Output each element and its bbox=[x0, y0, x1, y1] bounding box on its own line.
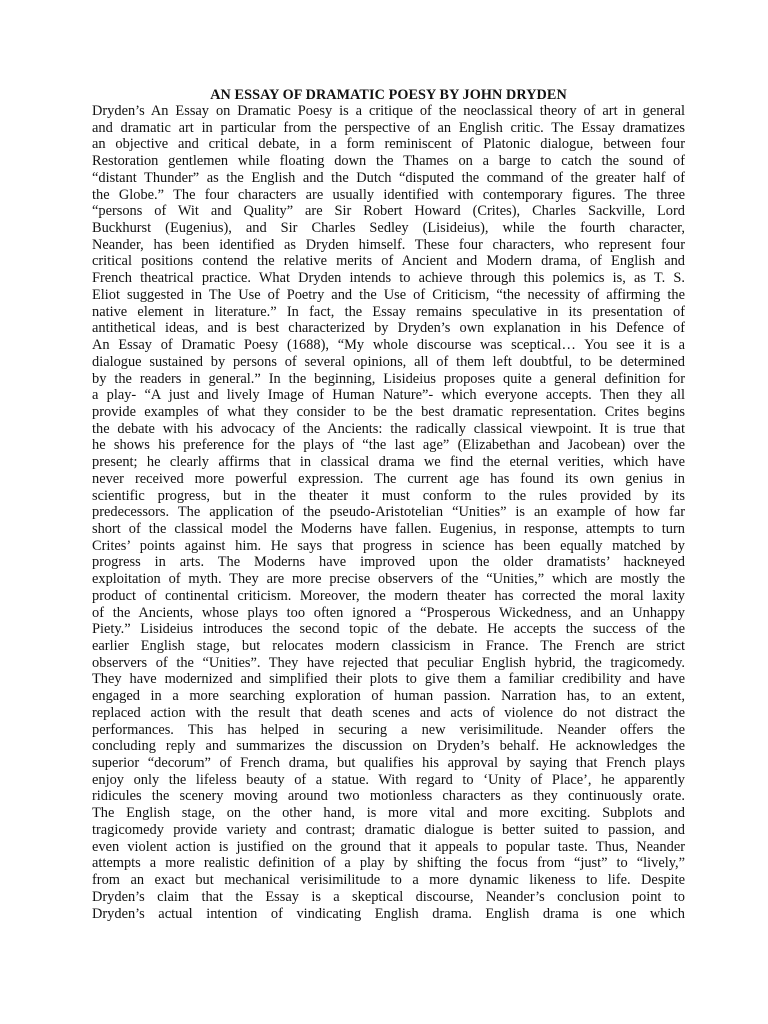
body-text-line: performances. This has helped in securing a new verisimilitude. Neander offers the bbox=[92, 721, 685, 738]
body-text-line: Restoration gentlemen while floating down the Thames on a barge to catch the sound of bbox=[92, 153, 685, 170]
body-text-line: Eliot suggested in The Use of Poetry and the Use of Criticism, “the necessity of affirming the bbox=[92, 286, 685, 303]
body-text-line: from an exact but mechanical verisimilitude to a more dynamic likeness to life. Despite bbox=[92, 872, 685, 889]
body-text-line: “persons of Wit and Quality” are Sir Robert Howard (Crites), Charles Sackville, Lord bbox=[92, 203, 685, 220]
body-text-line: and dramatic art in particular from the perspective of an English critic. The Essay dramatizes bbox=[92, 119, 685, 136]
body-text-line: enjoy only the lifeless beauty of a statue. With regard to ‘Unity of Place’, he apparently bbox=[92, 771, 685, 788]
body-text-line: replaced action with the result that death scenes and acts of violence do not distract the bbox=[92, 704, 685, 721]
body-text-line: present; he clearly affirms that in classical drama we find the eternal verities, which have bbox=[92, 454, 685, 471]
body-text-line: Buckhurst (Eugenius), and Sir Charles Sedley (Lisideius), while the fourth character, bbox=[92, 220, 685, 237]
body-text-line: earlier English stage, but relocates modern classicism in France. The French are strict bbox=[92, 638, 685, 654]
body-text-line: product of continental criticism. Moreover, the modern theater has corrected the moral laxity bbox=[92, 587, 685, 604]
document-title: AN ESSAY OF DRAMATIC POESY BY JOHN DRYDEN bbox=[210, 87, 567, 103]
body-text-line: “distant Thunder” as the English and the Dutch “disputed the command of the greater half of bbox=[92, 169, 685, 186]
document-body bbox=[92, 103, 685, 922]
body-text-line: tragicomedy provide variety and contrast; dramatic dialogue is better suited to passion, and bbox=[92, 821, 685, 838]
body-text-line: exploitation of myth. They are more precise observers of the “Unities,” which are mostly the bbox=[92, 571, 685, 588]
body-text-line: antithetical ideas, and is best characterized by Dryden’s own explanation in his Defence of bbox=[92, 320, 685, 337]
body-text-line: scientific progress, but in the theater it must conform to the rules provided by its bbox=[92, 487, 685, 504]
body-text-line: progress in arts. The Moderns have improved upon the older dramatists’ hackneyed bbox=[92, 554, 685, 571]
body-text-line: French theatrical practice. What Dryden intends to achieve through this polemics is, as T. S. bbox=[92, 270, 685, 287]
body-text-line: dialogue sustained by persons of several opinions, all of them left doubtful, to be determined bbox=[92, 353, 685, 370]
body-text-line: An Essay of Dramatic Poesy (1688), “My whole discourse was sceptical… You see it is a bbox=[92, 337, 685, 354]
body-text-line: native element in literature.” In fact, the Essay remains speculative in its presentation of bbox=[92, 303, 685, 320]
body-text-line: the Globe.” The four characters are usually identified with contemporary figures. The three bbox=[92, 186, 685, 203]
body-text-line: Neander, has been identified as Dryden himself. These four characters, who represent four bbox=[92, 236, 685, 253]
body-text-line: critical positions contend the relative merits of Ancient and Modern drama, of English and bbox=[92, 253, 685, 270]
body-text-line: even violent action is justified on the ground that it appeals to popular taste. Thus, Neander bbox=[92, 838, 685, 855]
body-text-line: ridicules the scenery moving around two motionless characters as they continuously orate. bbox=[92, 788, 685, 805]
body-text-line: Dryden’s claim that the Essay is a skeptical discourse, Neander’s conclusion point to bbox=[92, 888, 685, 905]
body-text-line: concluding reply and summarizes the discussion on Dryden’s behalf. He acknowledges the bbox=[92, 738, 685, 755]
body-text-line: the debate with his advocacy of the Ancients: the radically classical viewpoint. It is true that bbox=[92, 420, 685, 437]
body-text-line: an objective and critical debate, in a form reminiscent of Platonic dialogue, between four bbox=[92, 136, 685, 153]
body-text-line: by the readers in general.” In the beginning, Lisideius proposes quite a general definition for bbox=[92, 370, 685, 387]
body-text-line: Crites’ points against him. He says that progress in science has been equally matched by bbox=[92, 537, 685, 554]
body-text-line: superior “decorum” of French drama, but qualifies his approval by saying that French plays bbox=[92, 755, 685, 772]
body-text-line: short of the classical model the Moderns have fallen. Eugenius, in response, attempts to turn bbox=[92, 520, 685, 537]
body-text-line: Dryden’s actual intention of vindicating English drama. English drama is one which bbox=[92, 905, 685, 922]
body-text-line: They have modernized and simplified their plots to give them a familiar credibility and have bbox=[92, 671, 685, 688]
body-text-line: The English stage, on the other hand, is more vital and more exciting. Subplots and bbox=[92, 805, 685, 822]
body-text-line: Dryden’s An Essay on Dramatic Poesy is a critique of the neoclassical theory of art in general bbox=[92, 103, 685, 119]
body-text-line: never received more powerful expression. The current age has found its own genius in bbox=[92, 470, 685, 487]
body-text-line: Piety.” Lisideius introduces the second topic of the debate. He accepts the success of the bbox=[92, 621, 685, 638]
body-text-line: a play- “A just and lively Image of Human Nature”- which everyone accepts. Then they all bbox=[92, 387, 685, 404]
body-text-line: of the Ancients, whose plays too often ignored a “Prosperous Wickedness, and an Unhappy bbox=[92, 604, 685, 621]
body-text-line: predecessors. The application of the pseudo-Aristotelian “Unities” is an example of how far bbox=[92, 504, 685, 521]
body-text-line: provide examples of what they consider to be the best dramatic representation. Crites begins bbox=[92, 403, 685, 420]
body-text-line: attempts a more realistic definition of a play by shifting the focus from “just” to “lively,” bbox=[92, 855, 685, 872]
body-text-line: engaged in a more searching exploration of human passion. Narration has, to an extent, bbox=[92, 688, 685, 705]
body-text-line: observers of the “Unities”. They have rejected that peculiar English hybrid, the tragicomedy. bbox=[92, 654, 685, 671]
body-text-line: he shows his preference for the plays of “the last age” (Elizabethan and Jacobean) over the bbox=[92, 437, 685, 454]
